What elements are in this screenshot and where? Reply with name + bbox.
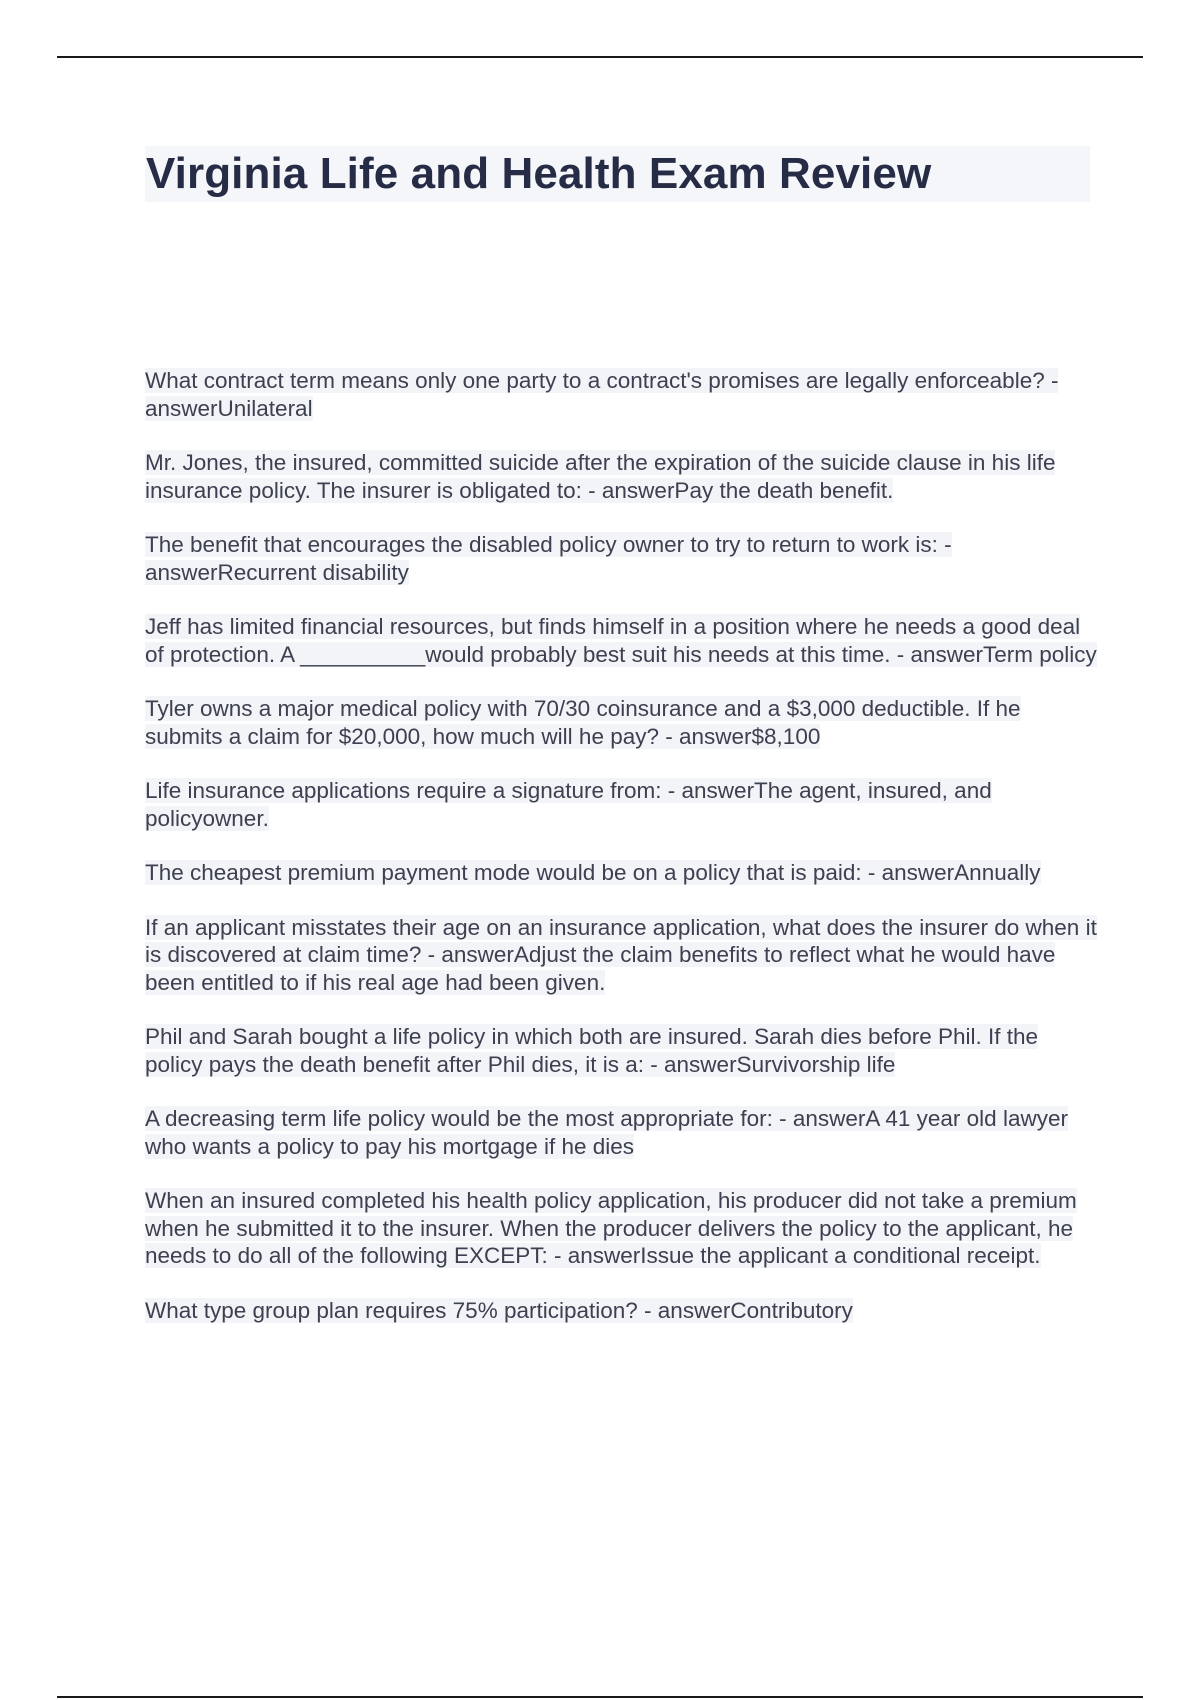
qa-text: Phil and Sarah bought a life policy in which both are insured. Sarah dies before Phil. If the policy pays the death benefit after Phil dies, it is a: - answerSurvivorship life xyxy=(145,1024,1039,1077)
qa-item xyxy=(145,449,1100,504)
qa-text: Life insurance applications require a signature from: - answerThe agent, insured, and policyowner. xyxy=(145,778,992,831)
qa-item xyxy=(145,1187,1100,1270)
qa-item xyxy=(145,1023,1100,1078)
qa-text: A decreasing term life policy would be the most appropriate for: - answerA 41 year old lawyer who wants a policy to pay his mortgage if he dies xyxy=(145,1106,1068,1159)
qa-text: Tyler owns a major medical policy with 70/30 coinsurance and a $3,000 deductible. If he submits a claim for $20,000, how much will he pay? - answer$8,100 xyxy=(145,696,1021,749)
qa-text: What contract term means only one party to a contract's promises are legally enforceable? - answerUnilateral xyxy=(145,368,1059,421)
qa-text: If an applicant misstates their age on an insurance application, what does the insurer do when it is discovered at claim time? - answerAdjust the claim benefits to reflect what he would have been entitled to if his real age had been given. xyxy=(145,914,1097,995)
qa-item xyxy=(145,859,1100,887)
qa-text: When an insured completed his health policy application, his producer did not take a premium when he submitted it to the insurer. When the producer delivers the policy to the applicant, he needs to do all of the following EXCEPT: - answerIssue the applicant a conditional receipt. xyxy=(145,1188,1077,1268)
qa-item xyxy=(145,914,1100,997)
qa-item xyxy=(145,1297,1100,1325)
qa-text: The cheapest premium payment mode would be on a policy that is paid: - answerAnnually xyxy=(145,860,1041,885)
page-title: Virginia Life and Health Exam Review xyxy=(146,149,932,198)
qa-list xyxy=(145,367,1100,1351)
qa-item xyxy=(145,1105,1100,1160)
bottom-divider xyxy=(57,1696,1143,1698)
qa-item xyxy=(145,367,1100,422)
qa-item xyxy=(145,531,1100,586)
qa-item xyxy=(145,695,1100,750)
qa-text: Jeff has limited financial resources, but finds himself in a position where he needs a good deal of protection. A __________would probably best suit his needs at this time. - answerTerm policy xyxy=(145,614,1097,667)
qa-text: Mr. Jones, the insured, committed suicide after the expiration of the suicide clause in his life insurance policy. The insurer is obligated to: - answerPay the death benefit. xyxy=(145,450,1056,503)
qa-text: What type group plan requires 75% participation? - answerContributory xyxy=(145,1297,853,1323)
qa-item xyxy=(145,613,1100,668)
qa-item xyxy=(145,777,1100,832)
qa-text: The benefit that encourages the disabled policy owner to try to return to work is: - answerRecurrent disability xyxy=(145,532,952,585)
top-divider xyxy=(57,56,1143,58)
